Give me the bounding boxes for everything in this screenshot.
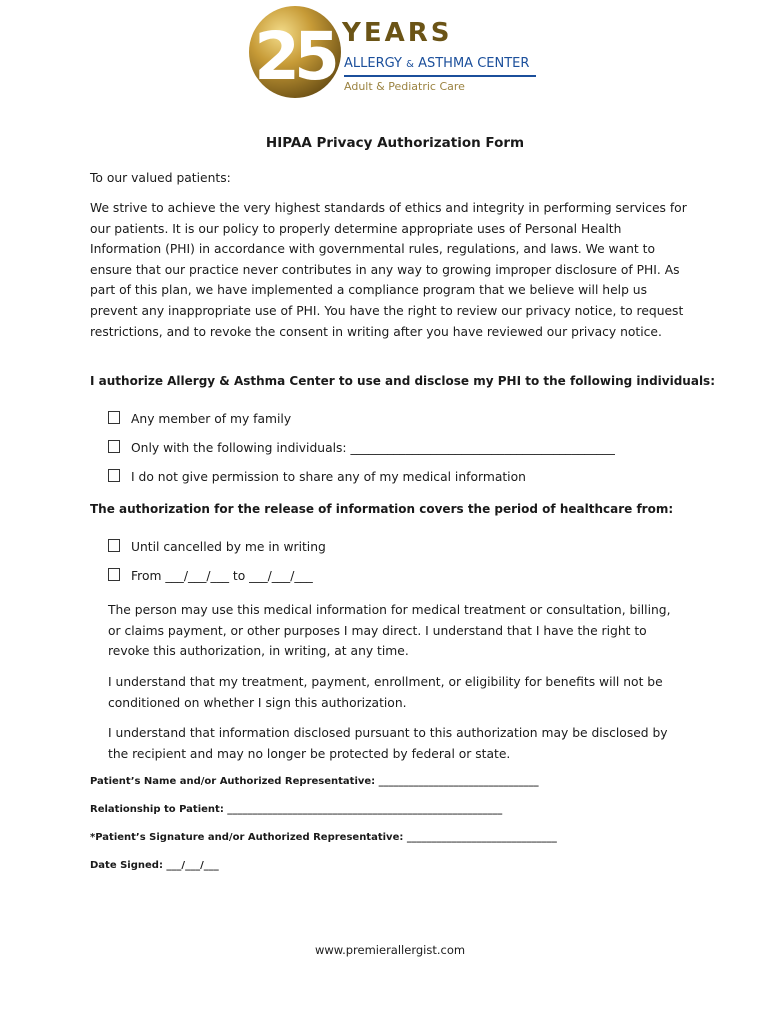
greeting: To our valued patients: — [90, 171, 231, 185]
signature-field[interactable]: *Patient’s Signature and/or Authorized Representative: ______________________________ — [90, 832, 557, 843]
authorize-heading: I authorize Allergy & Asthma Center to use and disclose my PHI to the following individuals: — [90, 374, 715, 388]
form-title: HIPAA Privacy Authorization Form — [265, 135, 525, 151]
checkbox-icon[interactable] — [108, 440, 120, 453]
disclosure-option-individuals[interactable]: Only with the following individuals: ___________________________________________ — [108, 440, 615, 462]
intro-paragraph: We strive to achieve the very highest standards of ethics and integrity in performing services for our patients. It is our policy to properly determine appropriate uses of Personal Health Information (PHI) in accordance with governmental rules, regulations, and laws. We want to ensure that our practice never contributes in any way to growing improper disclosure of PHI. As part of this plan, we have implemented a compliance program that we believe will help us prevent any inappropriate use of PHI. You have the right to review our privacy notice, to request restrictions, and to revoke the consent in writing after you have reviewed our privacy notice. — [90, 201, 687, 339]
checkbox-icon[interactable] — [108, 469, 120, 482]
center-logo — [248, 4, 548, 100]
period-option-date-range[interactable]: From ___/___/___ to ___/___/___ — [108, 568, 313, 590]
svg-text:25: 25 — [254, 18, 334, 95]
relationship-field[interactable]: Relationship to Patient: _______________________________________________________ — [90, 804, 503, 815]
statement-redisclosure: I understand that information disclosed pursuant to this authorization may be disclosed by the recipient and may no longer be protected by federal or state. — [108, 726, 668, 761]
disclosure-option-family[interactable]: Any member of my family — [108, 411, 291, 433]
checkbox-icon[interactable] — [108, 539, 120, 552]
disclosure-option-none[interactable]: I do not give permission to share any of my medical information — [108, 469, 526, 491]
statement-use: The person may use this medical information for medical treatment or consultation, billing, or claims payment, or other purposes I may direct. I understand that I have the right to revoke this authorization, in writing, at any time. — [108, 603, 671, 659]
date-signed-field[interactable]: Date Signed: ___/___/___ — [90, 860, 219, 871]
logo-underline — [344, 75, 536, 77]
period-option-until-cancelled[interactable]: Until cancelled by me in writing — [108, 539, 326, 561]
statement-treatment: I understand that my treatment, payment, enrollment, or eligibility for benefits will not be conditioned on whether I sign this authorization. — [108, 675, 663, 710]
logo-tagline: Adult & Pediatric Care — [344, 80, 465, 93]
checkbox-icon[interactable] — [108, 411, 120, 424]
logo-center-name: ALLERGY & ASTHMA CENTER — [344, 56, 530, 71]
logo-years-text: YEARS — [342, 18, 453, 48]
period-heading: The authorization for the release of information covers the period of healthcare from: — [90, 502, 674, 516]
anniversary-emblem — [248, 4, 344, 100]
checkbox-icon[interactable] — [108, 568, 120, 581]
patient-name-field[interactable]: Patient’s Name and/or Authorized Representative: ________________________________ — [90, 776, 539, 787]
footer-url: www.premierallergist.com — [314, 943, 466, 957]
